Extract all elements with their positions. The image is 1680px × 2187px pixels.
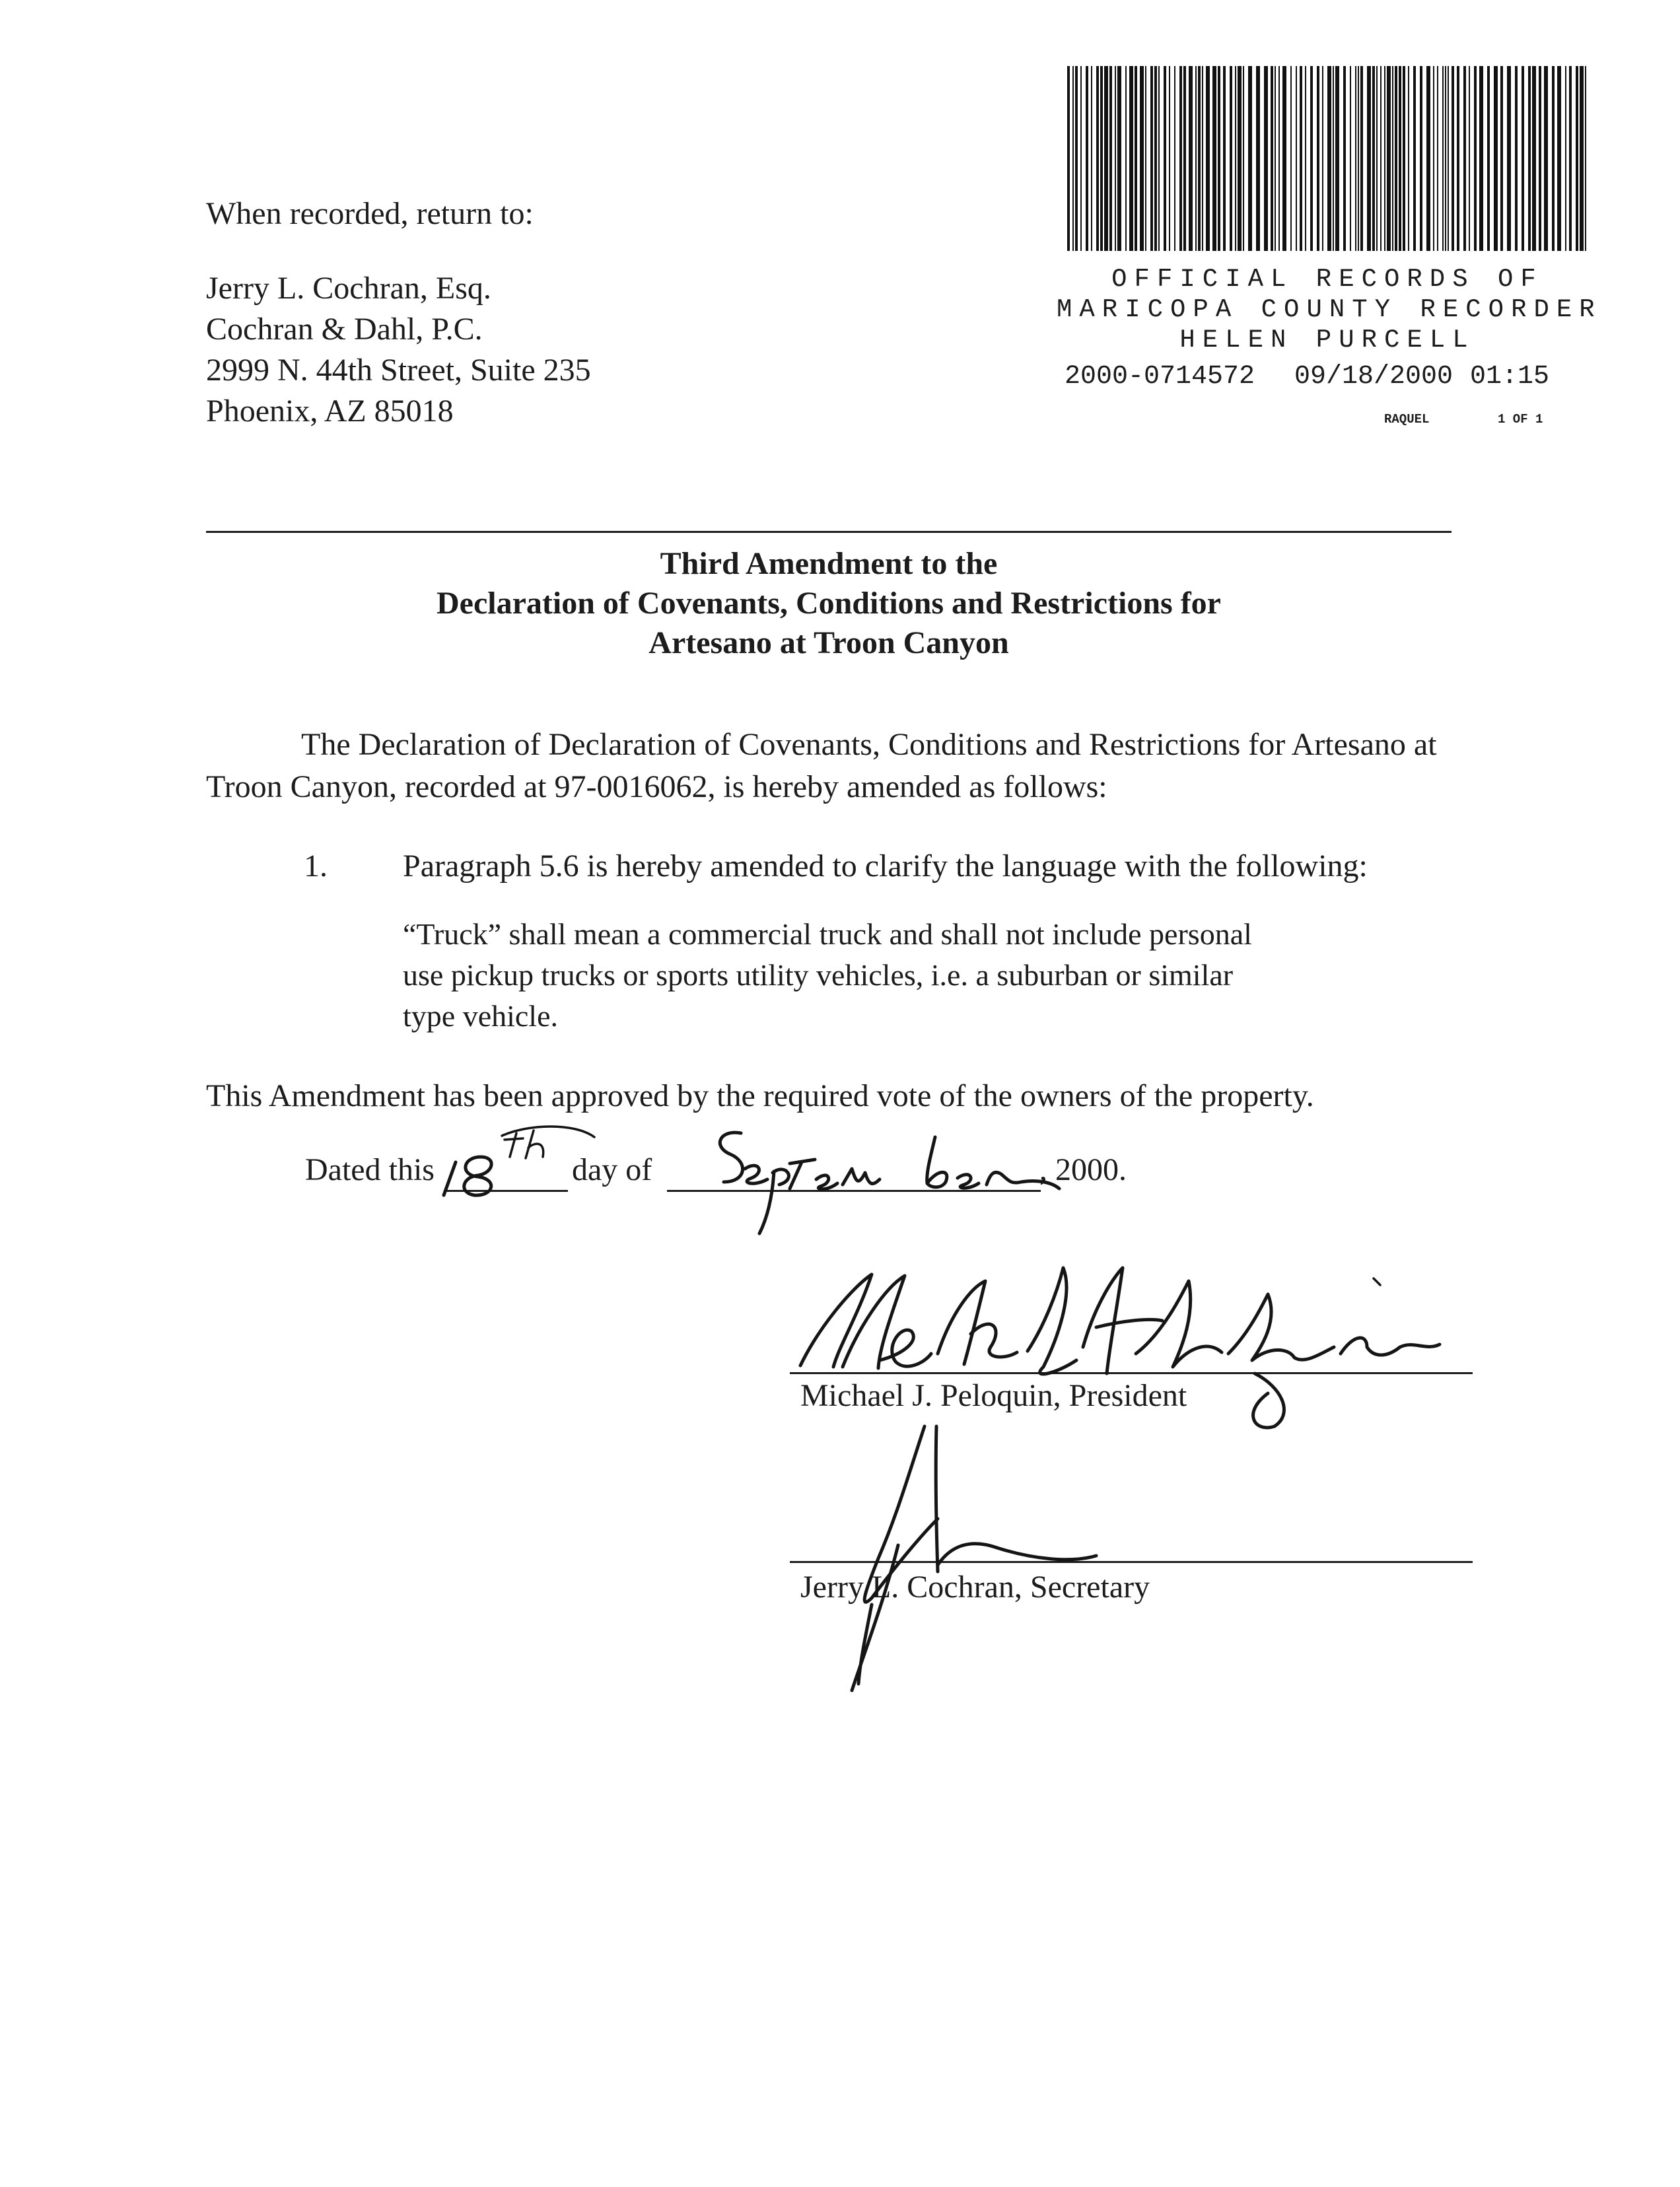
title-line-1: Third Amendment to the xyxy=(660,546,998,581)
day-blank xyxy=(444,1190,568,1192)
stamp-line-2: MARICOPA COUNTY RECORDER xyxy=(1057,295,1602,324)
document-title xyxy=(206,544,1452,663)
day-of-label: day of xyxy=(572,1152,652,1187)
barcode-icon xyxy=(1067,66,1589,258)
dated-prefix: Dated this xyxy=(305,1152,435,1187)
recording-time: 01:15 xyxy=(1470,362,1550,392)
return-address-line: 2999 N. 44th Street, Suite 235 xyxy=(206,353,591,388)
return-address xyxy=(206,268,591,432)
title-rule xyxy=(206,531,1452,533)
page-count: 1 OF 1 xyxy=(1498,412,1543,427)
return-address-line: Phoenix, AZ 85018 xyxy=(206,394,454,429)
title-line-3: Artesano at Troon Canyon xyxy=(648,625,1009,660)
signature-line-secretary xyxy=(790,1561,1473,1563)
signer-secretary: Jerry L. Cochran, Secretary xyxy=(800,1570,1150,1605)
return-address-line: Cochran & Dahl, P.C. xyxy=(206,312,483,347)
item-text: Paragraph 5.6 is hereby amended to clarify the language with the following: xyxy=(403,849,1368,884)
month-blank xyxy=(667,1190,1041,1192)
signer-president: Michael J. Peloquin, President xyxy=(800,1378,1187,1413)
approval-statement: This Amendment has been approved by the required vote of the owners of the property. xyxy=(206,1078,1314,1113)
quote-line: type vehicle. xyxy=(403,999,559,1033)
recording-number: 2000-0714572 xyxy=(1065,362,1255,392)
truck-definition xyxy=(403,914,1252,1037)
stamp-line-1: OFFICIAL RECORDS OF xyxy=(1111,265,1543,294)
signature-secretary xyxy=(852,1426,1096,1690)
title-line-2: Declaration of Covenants, Conditions and Restrictions for xyxy=(437,586,1221,621)
item-number: 1. xyxy=(304,849,328,884)
recorder-stamp xyxy=(1057,264,1602,427)
return-heading: When recorded, return to: xyxy=(206,196,534,231)
intro-line-2: Troon Canyon, recorded at 97-0016062, is hereby amended as follows: xyxy=(206,769,1107,804)
dated-line xyxy=(305,1152,1164,1204)
stamp-line-3: HELEN PURCELL xyxy=(1179,326,1475,355)
signature-line-president xyxy=(790,1372,1473,1374)
quote-line: use pickup trucks or sports utility vehicles, i.e. a suburban or similar xyxy=(403,958,1234,992)
quote-line: “Truck” shall mean a commercial truck and shall not include personal xyxy=(403,917,1252,951)
year-suffix: , 2000. xyxy=(1039,1152,1127,1187)
intro-line-1: The Declaration of Declaration of Covenants, Conditions and Restrictions for Artesano at xyxy=(301,727,1437,762)
recording-date: 09/18/2000 xyxy=(1294,362,1453,392)
clerk-name: RAQUEL xyxy=(1384,412,1430,427)
return-address-line: Jerry L. Cochran, Esq. xyxy=(206,271,491,306)
